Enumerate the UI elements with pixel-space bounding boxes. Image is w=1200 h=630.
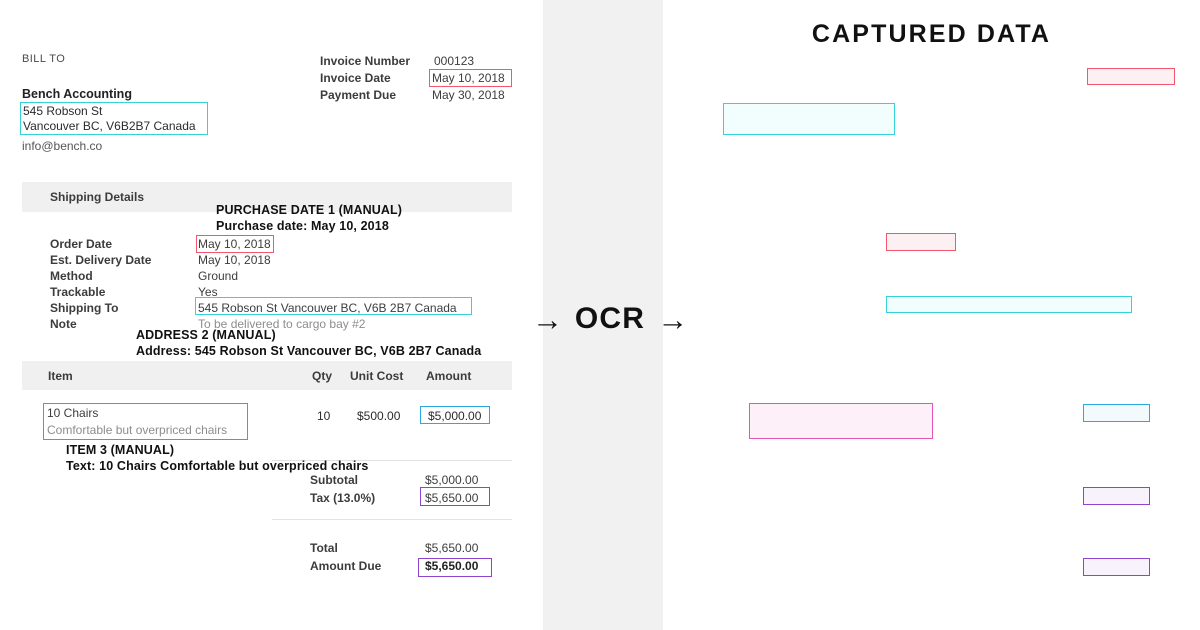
meta-row [320, 88, 530, 105]
totals-value: $5,000.00 [425, 473, 479, 487]
arrow-right-icon: → [531, 301, 563, 337]
items-col-unit-cost: Unit Cost [350, 369, 404, 383]
totals-key: Amount Due [310, 559, 382, 573]
meta-key: Payment Due [320, 88, 397, 102]
meta-value: 000123 [434, 54, 475, 68]
shipping-key: Est. Delivery Date [50, 253, 152, 267]
ocr-label: OCR [574, 302, 646, 335]
totals-block [310, 473, 525, 509]
bill-to-label: BILL TO [22, 53, 66, 65]
shipping-row [50, 253, 520, 269]
ocr-process [505, 296, 715, 342]
shipping-key: Note [50, 317, 77, 331]
totals-value: $5,650.00 [425, 559, 479, 573]
totals-row [310, 541, 525, 559]
captured-block-tax-total [1083, 487, 1150, 505]
meta-key: Invoice Number [320, 54, 411, 68]
captured-block-line-amount [1083, 404, 1150, 422]
shipping-value: May 10, 2018 [198, 237, 271, 251]
captured-block-shipping-address [886, 296, 1132, 313]
shipping-address-highlight [195, 297, 472, 315]
items-col-amount: Amount [426, 369, 472, 383]
item-name: 10 Chairs [47, 406, 99, 420]
shipping-rows [50, 237, 520, 333]
captured-block-bill-to-address [723, 103, 895, 135]
meta-key: Invoice Date [320, 71, 391, 85]
invoice-date-highlight [429, 69, 512, 87]
annotation-purchase-date-1-title: PURCHASE DATE 1 (MANUAL) [216, 203, 403, 217]
annotation-address-2-title: ADDRESS 2 (MANUAL) [136, 328, 276, 342]
item-unit-cost: $500.00 [357, 409, 401, 423]
order-date-highlight [196, 235, 274, 253]
item-amount: $5,000.00 [428, 409, 482, 423]
shipping-key: Trackable [50, 285, 106, 299]
shipping-section-title: Shipping Details [50, 190, 145, 204]
arrow-right-icon: → [657, 301, 689, 337]
invoice-document [0, 0, 543, 630]
captured-block-amount-due [1083, 558, 1150, 576]
annotation-address-2-value: Address: 545 Robson St Vancouver BC, V6B 2B7 Canada [136, 344, 482, 358]
shipping-value: 545 Robson St Vancouver BC, V6B 2B7 Canada [198, 301, 457, 315]
annotation-item-3-value: Text: 10 Chairs Comfortable but overpriced chairs [66, 459, 369, 473]
annotation-purchase-date-1-value: Purchase date: May 10, 2018 [216, 219, 389, 233]
totals-key: Subtotal [310, 473, 358, 487]
totals-key: Total [310, 541, 338, 555]
totals-key: Tax (13.0%) [310, 491, 376, 505]
bill-to-address-line2: Vancouver BC, V6B2B7 Canada [23, 119, 196, 133]
shipping-value: Ground [198, 269, 239, 283]
captured-block-item-description [749, 403, 933, 439]
bill-to-address-line1: 545 Robson St [23, 104, 103, 118]
item-description: Comfortable but overpriced chairs [47, 423, 228, 437]
shipping-row [50, 317, 520, 333]
totals-row [310, 473, 525, 491]
shipping-value: May 10, 2018 [198, 253, 271, 267]
captured-block-invoice-date [1087, 68, 1175, 85]
shipping-value: Yes [198, 285, 218, 299]
item-qty: 10 [317, 409, 331, 423]
captured-block-order-date [886, 233, 956, 251]
items-col-item: Item [48, 369, 73, 383]
totals-value: $5,650.00 [425, 541, 479, 555]
meta-value: May 10, 2018 [432, 71, 505, 85]
items-col-qty: Qty [312, 369, 333, 383]
captured-data-title: CAPTURED DATA [811, 20, 1052, 48]
shipping-row [50, 269, 520, 285]
bill-to-email: info@bench.co [22, 139, 103, 153]
annotation-item-3-title: ITEM 3 (MANUAL) [66, 443, 175, 457]
meta-value: May 30, 2018 [432, 88, 505, 102]
totals-row [310, 491, 525, 509]
line-amount-highlight [420, 406, 490, 424]
amount-due-highlight [418, 558, 492, 577]
shipping-key: Order Date [50, 237, 113, 251]
shipping-key: Method [50, 269, 93, 283]
shipping-value: To be delivered to cargo bay #2 [198, 317, 366, 331]
shipping-row [50, 237, 520, 253]
totals-value: $5,650.00 [425, 491, 479, 505]
bill-to-company: Bench Accounting [22, 87, 132, 101]
shipping-key: Shipping To [50, 301, 119, 315]
final-totals-divider [272, 519, 512, 520]
tax-total-highlight [420, 487, 490, 506]
